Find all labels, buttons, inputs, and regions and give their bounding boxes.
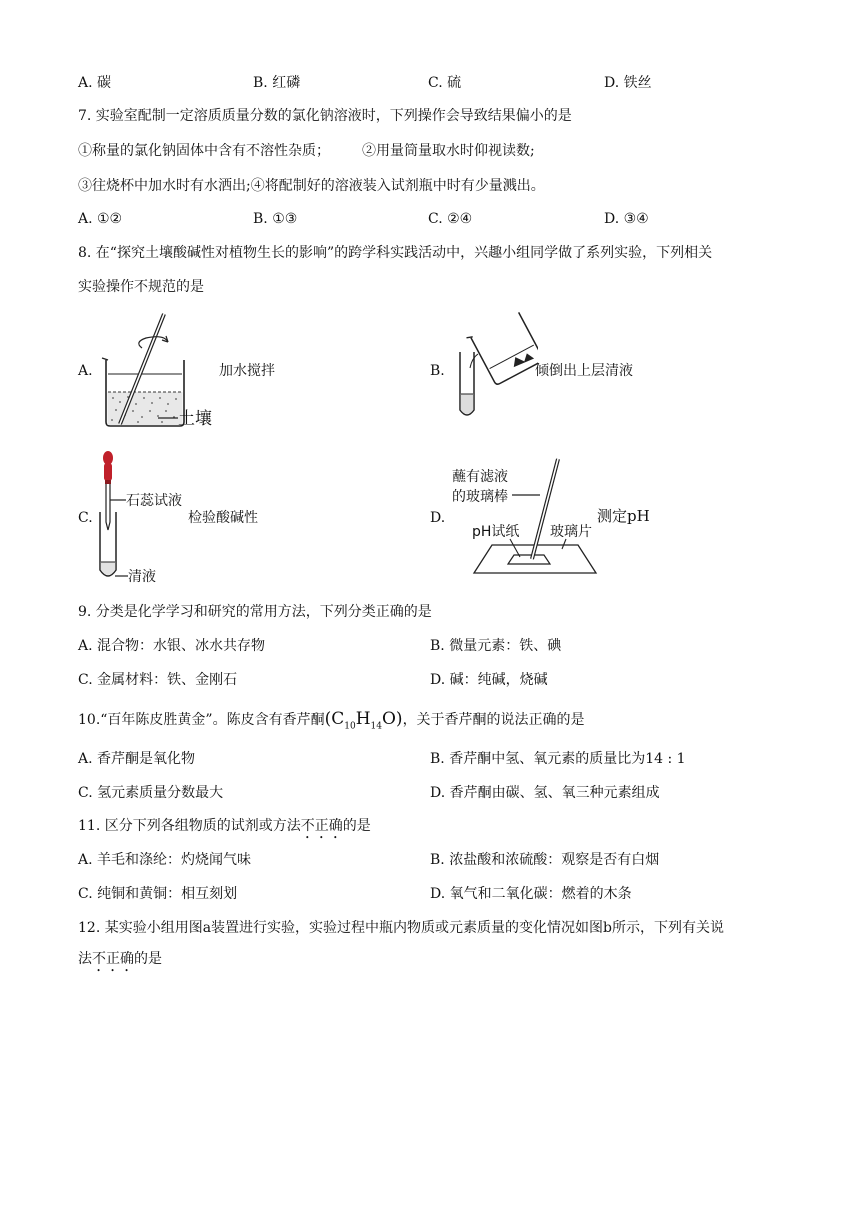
q8-c-caption: 检验酸碱性: [188, 510, 258, 526]
q6-option-d: D. 铁丝: [604, 75, 652, 91]
q7-option-c: C. ②④: [428, 211, 473, 227]
q10-option-d: D. 香芹酮由碳、氢、氧三种元素组成: [430, 785, 660, 801]
q12-stem-post: 的是: [134, 951, 162, 967]
litmus-label: 石蕊试液: [126, 493, 182, 509]
q12-stem-line2: [78, 949, 162, 975]
formula-c-sub: 10: [344, 721, 356, 732]
soil-label: 土壤: [178, 409, 212, 429]
rod-label-1: 蘸有滤液: [452, 469, 508, 485]
rod-label-2: 的玻璃棒: [452, 489, 508, 505]
q9-option-d: D. 碱：纯碱，烧碱: [430, 672, 548, 688]
q9-option-c: C. 金属材料：铁、金刚石: [78, 672, 238, 688]
q7-condition-3-4: ③往烧杯中加水时有水洒出;④将配制好的溶液装入试剂瓶中时有少量溅出。: [78, 178, 545, 194]
q9-stem: 9. 分类是化学学习和研究的常用方法，下列分类正确的是: [78, 604, 432, 620]
q11-stem-emphasis: 不正确: [300, 818, 343, 834]
q7-option-a: A. ①②: [78, 211, 123, 227]
q11-option-a: A. 羊毛和涤纶：灼烧闻气味: [78, 852, 252, 868]
q7-option-d: D. ③④: [604, 211, 649, 227]
q11-stem-pre: 11. 区分下列各组物质的试剂或方法: [78, 818, 301, 834]
q8-a-caption: 加水搅拌: [219, 363, 275, 379]
dropper-test-figure: [96, 448, 196, 586]
q12-stem-line1: 12. 某实验小组用图a装置进行实验，实验过程中瓶内物质或元素质量的变化情况如图b所示，下列有关说: [78, 920, 725, 936]
q10-stem-post: ，关于香芹酮的说法正确的是: [402, 712, 585, 728]
q6-option-a: A. 碳: [78, 75, 112, 91]
q11-stem: [78, 816, 371, 842]
q9-option-a: A. 混合物：水银、冰水共存物: [78, 638, 266, 654]
clear-liquid-label: 清液: [128, 569, 156, 585]
q6-option-b: B. 红磷: [253, 75, 301, 91]
glass-slide-label: 玻璃片: [550, 524, 592, 540]
q10-option-b: B. 香芹酮中氢、氧元素的质量比为14 : 1: [430, 751, 686, 767]
q11-option-c: C. 纯铜和黄铜：相互刻划: [78, 886, 238, 902]
decanting-figure: [448, 312, 538, 424]
q8-b-caption: 倾倒出上层清液: [535, 363, 633, 379]
q8-c-letter: C.: [78, 510, 93, 526]
q8-d-caption: 测定pH: [597, 507, 650, 525]
formula-h: H: [355, 709, 371, 729]
q7-condition-2: ②用量筒量取水时仰视读数;: [362, 143, 535, 159]
q9-option-b: B. 微量元素：铁、碘: [430, 638, 562, 654]
q8-b-letter: B.: [430, 363, 445, 379]
q8-stem-line2: 实验操作不规范的是: [78, 279, 204, 295]
q10-stem-pre: 10.“百年陈皮胜黄金”。陈皮含有香芹酮: [78, 712, 325, 728]
beaker-stirring-figure: [98, 312, 223, 432]
q8-stem-line1: 8. 在“探究土壤酸碱性对植物生长的影响”的跨学科实践活动中，兴趣小组同学做了系列实验，下列相关: [78, 245, 713, 261]
q7-condition-1: ①称量的氯化钠固体中含有不溶性杂质；: [78, 143, 330, 159]
q6-option-c: C. 硫: [428, 75, 462, 91]
q11-option-b: B. 浓盐酸和浓硫酸：观察是否有白烟: [430, 852, 660, 868]
ph-paper-label: pH试纸: [472, 524, 520, 540]
q7-option-b: B. ①③: [253, 211, 298, 227]
q8-a-letter: A.: [78, 363, 93, 379]
q10-option-c: C. 氢元素质量分数最大: [78, 785, 224, 801]
q8-d-letter: D.: [430, 510, 446, 526]
q12-stem-pre: 法: [78, 951, 92, 967]
q7-stem: 7. 实验室配制一定溶质质量分数的氯化钠溶液时，下列操作会导致结果偏小的是: [78, 108, 572, 124]
formula-h-sub: 14: [370, 721, 382, 732]
q11-option-d: D. 氧气和二氧化碳：燃着的木条: [430, 886, 632, 902]
q10-stem: [78, 709, 585, 736]
q10-formula: $(C_{10}H_{14}O)$: [324, 709, 403, 732]
formula-o: O: [381, 709, 396, 729]
formula-c: C: [331, 709, 345, 729]
q12-stem-emphasis: 不正确: [92, 951, 134, 967]
q10-option-a: A. 香芹酮是氧化物: [78, 751, 196, 767]
ph-test-figure: [450, 455, 600, 579]
q11-stem-post: 的是: [342, 818, 371, 834]
